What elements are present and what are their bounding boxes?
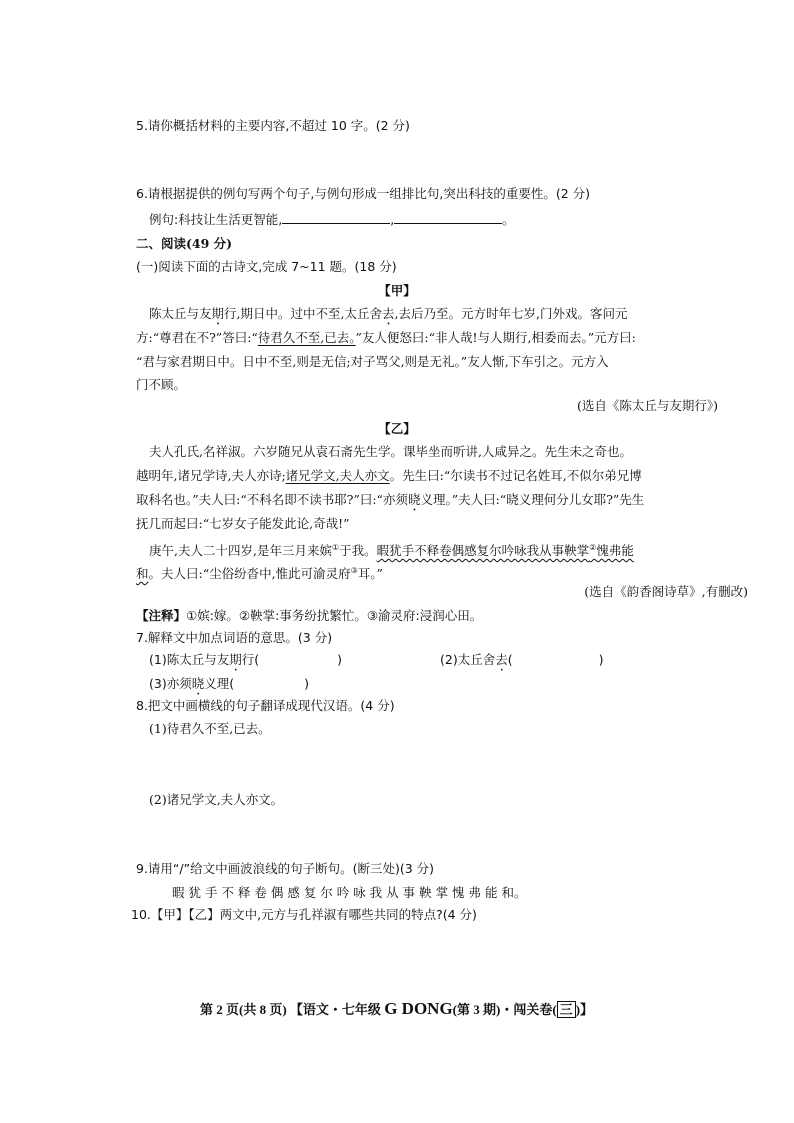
answer-blank-2[interactable] bbox=[394, 211, 502, 224]
jia-source: (选自《陈太丘与友期行》) bbox=[576, 398, 718, 413]
yi-heading: 【乙】 bbox=[378, 421, 416, 436]
q7-item-3: (3)亦须晓义理( ) bbox=[149, 676, 310, 691]
underlined-sentence-1: 待君久不至,已去。 bbox=[257, 330, 356, 345]
yi-line-2: 越明年,诸兄学诗,夫人亦诗;诸兄学文,夫人亦文。先生曰:“尔读书不过记名姓耳,不似尔弟兄博 bbox=[136, 468, 642, 483]
q8-sentence-2: (2)诸兄学文,夫人亦文。 bbox=[149, 792, 284, 807]
yi-source: (选自《韵香阁诗草》,有删改) bbox=[584, 584, 748, 599]
question-9: 9.请用“/”给文中画波浪线的句子断句。(断三处)(3 分) bbox=[136, 861, 435, 876]
question-8: 8.把文中画横线的句子翻译成现代汉语。(4 分) bbox=[136, 698, 395, 713]
q8-sentence-1: (1)待君久不至,已去。 bbox=[149, 721, 271, 736]
question-6-example bbox=[149, 211, 515, 229]
page-number: 第 2 页(共 8 页) bbox=[200, 1002, 287, 1017]
yi-line-6: 和。夫人曰:“尘俗纷沓中,惟此可渝灵府③耳。” bbox=[136, 566, 383, 582]
example-period: 。 bbox=[502, 212, 515, 227]
page-footer: 第 2 页(共 8 页) 【语文・七年级 G DONG(第 3 期)・闯关卷( 三 )】 bbox=[200, 999, 594, 1018]
jia-heading: 【甲】 bbox=[378, 283, 416, 298]
answer-blank-1[interactable] bbox=[282, 211, 390, 224]
yi-line-1: 夫人孔氏,名祥淑。六岁随兄从袁石斋先生学。课毕坐而听讲,人咸异之。先生未之奇也。 bbox=[149, 444, 632, 459]
yi-line-5: 庚午,夫人二十四岁,是年三月来嫔①于我。暇犹手不释卷偶感复尔吟咏我从事鞅掌②愧弗能 bbox=[149, 543, 634, 559]
annotation: 【注释】①嫔:嫁。②鞅掌:事务纷扰繁忙。③渝灵府:浸润心田。 bbox=[136, 608, 483, 623]
wavy-sentence: 暇犹手不释卷偶感复尔吟咏我从事鞅掌②愧弗能 bbox=[376, 543, 634, 559]
example-comma: , bbox=[390, 212, 395, 227]
q7-item-2: (2)太丘舍去( ) bbox=[440, 652, 604, 667]
question-5: 5.请你概括材料的主要内容,不超过 10 字。(2 分) bbox=[136, 118, 410, 133]
yi-line-4: 抚几而起曰:“七岁女子能发此论,奇哉!” bbox=[136, 516, 350, 531]
jia-line-3: “君与家君期日中。日中不至,则是无信;对子骂父,则是无礼。”友人惭,下车引之。元方入 bbox=[136, 354, 609, 369]
jia-line-2: 方:“尊君在不?”答曰:“待君久不至,已去。”友人便怒曰:“非人哉!与人期行,相委而去。”元方曰: bbox=[136, 330, 636, 345]
question-10: 10.【甲】【乙】两文中,元方与孔祥淑有哪些共同的特点?(4 分) bbox=[131, 907, 477, 922]
question-7: 7.解释文中加点词语的意思。(3 分) bbox=[136, 630, 333, 645]
q7-item-1: (1)陈太丘与友期行( ) bbox=[149, 652, 343, 667]
part1-intro: (一)阅读下面的古诗文,完成 7~11 题。(18 分) bbox=[136, 259, 397, 274]
yi-line-3: 取科名也。”夫人曰:“不科名即不读书耶?”曰:“亦须晓义理。”夫人曰:“晓义理何分儿女耶?”先生 bbox=[136, 492, 645, 507]
jia-line-4: 门不顾。 bbox=[136, 377, 187, 392]
exam-code: G DONG bbox=[384, 999, 453, 1018]
question-6: 6.请根据提供的例句写两个句子,与例句形成一组排比句,突出科技的重要性。(2 分) bbox=[136, 186, 591, 201]
q9-sentence: 暇 犹 手 不 释 卷 偶 感 复 尔 吟 咏 我 从 事 鞅 掌 愧 弗 能 和。 bbox=[172, 885, 527, 900]
section-reading-title: 二、阅读(49 分) bbox=[136, 236, 233, 251]
underlined-sentence-2: 诸兄学文,夫人亦文 bbox=[285, 468, 390, 483]
example-sentence: 例句:科技让生活更智能, bbox=[149, 212, 283, 227]
jia-line-1: 陈太丘与友期行,期日中。过中不至,太丘舍去,去后乃至。元方时年七岁,门外戏。客问元 bbox=[149, 306, 628, 321]
